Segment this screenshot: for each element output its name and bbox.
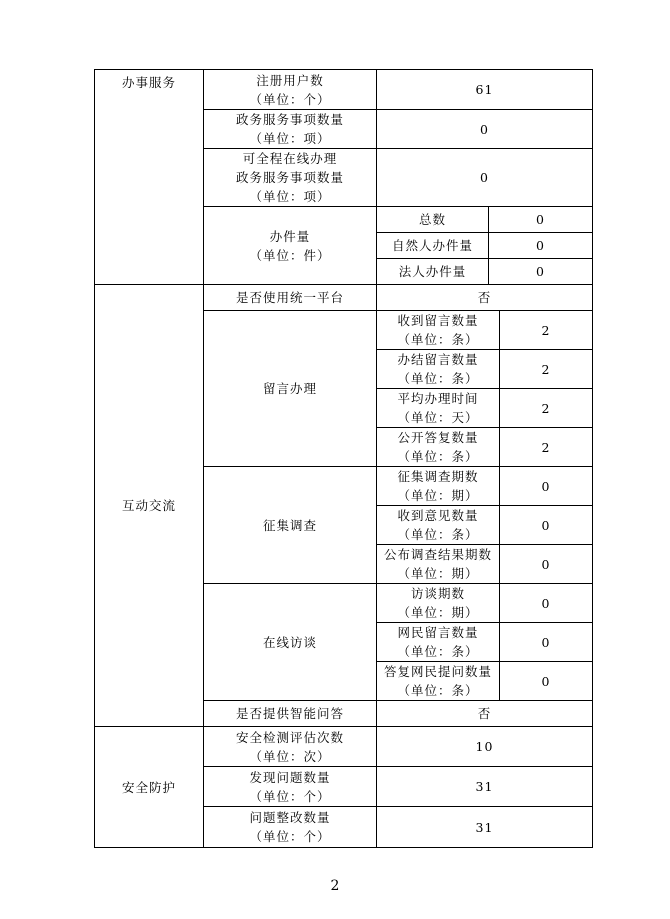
case-total-label: 总数 [377,207,489,233]
public-replies-label: 公开答复数量 （单位：条） [377,428,500,467]
netizen-messages-label: 网民留言数量 （单位：条） [377,623,500,662]
netizen-messages-value: 0 [500,623,593,662]
category-interaction: 互动交流 [95,285,204,727]
page-number: 2 [330,878,340,894]
natural-person-cases-value: 0 [489,233,593,259]
problems-found-value: 31 [377,767,593,807]
public-replies-value: 2 [500,428,593,467]
answered-questions-value: 0 [500,662,593,701]
registered-users-value: 61 [377,70,593,110]
finished-messages-label: 办结留言数量 （单位：条） [377,350,500,389]
survey-periods-label: 征集调查期数 （单位：期） [377,467,500,506]
interview-periods-value: 0 [500,584,593,623]
problems-fixed-label: 问题整改数量 （单位：个） [204,807,377,848]
unified-platform-label: 是否使用统一平台 [204,285,377,311]
natural-person-cases-label: 自然人办件量 [377,233,489,259]
average-time-value: 2 [500,389,593,428]
problems-fixed-value: 31 [377,807,593,848]
category-service: 办事服务 [95,70,204,285]
service-items-label: 政务服务事项数量 （单位：项） [204,110,377,149]
survey-periods-value: 0 [500,467,593,506]
opinions-received-value: 0 [500,506,593,545]
survey-results-label: 公布调查结果期数 （单位：期） [377,545,500,584]
smart-qa-label: 是否提供智能问答 [204,701,377,727]
online-items-label: 可全程在线办理 政务服务事项数量 （单位：项） [204,149,377,207]
legal-person-cases-value: 0 [489,259,593,285]
survey-results-value: 0 [500,545,593,584]
finished-messages-value: 2 [500,350,593,389]
average-time-label: 平均办理时间 （单位：天） [377,389,500,428]
received-messages-value: 2 [500,311,593,350]
case-total-value: 0 [489,207,593,233]
online-interview-label: 在线访谈 [204,584,377,701]
problems-found-label: 发现问题数量 （单位：个） [204,767,377,807]
service-items-value: 0 [377,110,593,149]
survey-label: 征集调查 [204,467,377,584]
answered-questions-label: 答复网民提问数量 （单位：条） [377,662,500,701]
interview-periods-label: 访谈期数 （单位：期） [377,584,500,623]
unified-platform-value: 否 [377,285,593,311]
smart-qa-value: 否 [377,701,593,727]
online-items-value: 0 [377,149,593,207]
category-security: 安全防护 [95,727,204,848]
received-messages-label: 收到留言数量 （单位：条） [377,311,500,350]
registered-users-label: 注册用户数 （单位：个） [204,70,377,110]
security-checks-label: 安全检测评估次数 （单位：次） [204,727,377,767]
opinions-received-label: 收到意见数量 （单位：条） [377,506,500,545]
statistics-table [94,69,593,848]
case-volume-label: 办件量 （单位：件） [204,207,377,285]
legal-person-cases-label: 法人办件量 [377,259,489,285]
security-checks-value: 10 [377,727,593,767]
message-handling-label: 留言办理 [204,311,377,467]
